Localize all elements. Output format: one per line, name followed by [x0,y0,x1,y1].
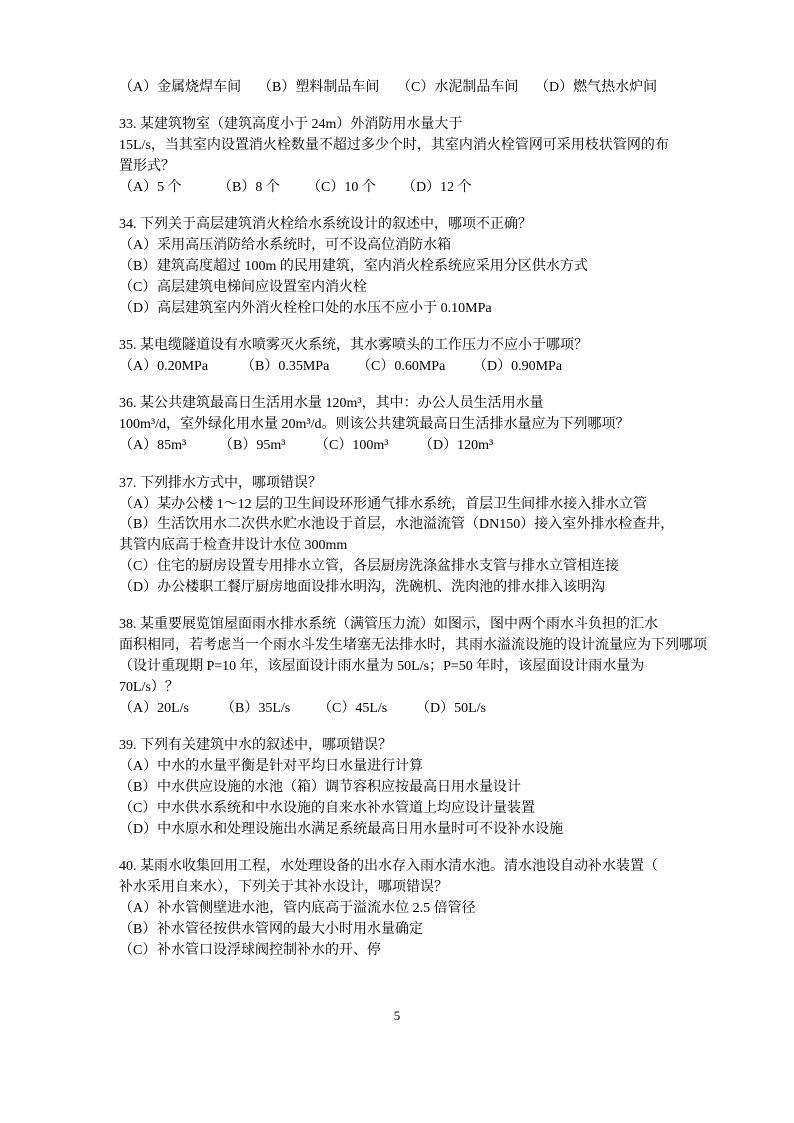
stem-text: 下列有关建筑中水的叙述中，哪项错误？ [140,738,392,754]
question-35 [119,336,707,378]
option-b: （B）8 个 [218,179,280,195]
stem-line: 面积相同，若考虑当一个雨水斗发生堵塞无法排水时，其雨水溢流设施的设计流量应为下列哪项 [119,638,707,654]
option-text: 补水管径按供水管网的最大小时用水量确定 [157,921,423,937]
option-label: （B） [119,517,157,533]
question-32-options [119,78,707,99]
option-b: （B）塑料制品车间 [258,79,380,95]
question-number: 36. [119,396,137,412]
stem-text: 下列排水方式中，哪项错误？ [140,475,322,491]
option-label: （A） [119,496,158,512]
option-b: （B）0.35MPa [241,358,330,374]
option-label: （A） [119,900,158,916]
option-continuation: 其管内底高于检查井设计水位 300mm [119,538,348,554]
option-a [119,899,707,920]
option-a [119,757,707,778]
option-label: （D） [119,821,158,837]
option-text: 住宅的厨房设置专用排水立管，各层厨房洗涤盆排水支管与排水立管相连接 [157,559,619,575]
option-text: 采用高压消防给水系统时，可不设高位消防水箱 [157,238,452,254]
question-36 [119,394,707,457]
stem-line [119,736,707,757]
option-label: （B） [119,258,157,274]
option-a: （A）85m³ [119,438,187,454]
option-label: （C） [119,800,157,816]
stem-line: 70L/s）？ [119,679,179,695]
option-text: 中水供水系统和中水设施的自来水补水管道上均应设计量装置 [157,800,535,816]
option-text: 高层建筑电梯间应设置室内消火栓 [157,279,367,295]
option-text: 办公楼职工餐厅厨房地面设排水明沟，洗碗机、洗肉池的排水排入该明沟 [157,579,606,595]
stem-line: （设计重现期 P=10 年，该屋面设计雨水量为 50L/s；P=50 年时，该屋面设计雨水量为 [119,659,645,675]
question-list [119,78,707,962]
question-39 [119,736,707,840]
option-d: （D）50L/s [416,700,486,716]
stem-line [119,474,707,495]
option-c [119,799,707,820]
option-b: （B）35L/s [221,700,291,716]
option-b: （B）95m³ [219,438,286,454]
option-d [119,299,707,320]
question-33 [119,115,707,198]
stem-text: 某电缆隧道设有水喷雾灭火系统，其水雾喷头的工作压力不应小于哪项？ [140,338,588,354]
option-row [119,78,707,99]
option-row [119,699,707,720]
stem-line [119,336,707,357]
option-b [119,257,707,278]
stem-text: 某雨水收集回用工程，水处理设备的出水存入雨水清水池。清水池设自动补水装置（ [140,859,658,875]
stem-line [119,615,707,636]
option-label: （D） [119,579,158,595]
stem-text: 某公共建筑最高日生活用水量 120m³，其中：办公人员生活用水量 [140,396,544,412]
option-c [119,941,707,962]
option-text: 中水的水量平衡是针对平均日水量进行计算 [157,759,424,775]
question-number: 38. [119,617,137,633]
question-number: 33. [119,117,137,133]
option-label: （C） [119,559,157,575]
option-text: 补水管口设浮球阀控制补水的开、停 [157,942,381,958]
option-label: （C） [119,279,157,295]
question-number: 37. [119,475,137,491]
option-text: 中水原水和处理设施出水满足系统最高日用水量时可不设补水设施 [157,821,564,837]
question-38 [119,615,707,719]
question-37 [119,474,707,599]
option-b [119,515,707,536]
option-text: 补水管侧壁进水池，管内底高于溢流水位 2.5 倍管径 [157,900,476,916]
option-d [119,578,707,599]
option-text: 建筑高度超过 100m 的民用建筑，室内消火栓系统应采用分区供水方式 [157,258,588,274]
option-text: 中水供应设施的水池（箱）调节容积应按最高日用水量设计 [157,780,521,796]
option-d: （D）120m³ [419,438,494,454]
question-number: 34. [119,217,137,233]
question-number: 35. [119,338,137,354]
option-label: （B） [119,780,157,796]
question-34 [119,215,707,319]
option-label: （D） [119,300,158,316]
option-b [119,778,707,799]
stem-text: 下列关于高层建筑消火栓给水系统设计的叙述中，哪项不正确？ [140,217,532,233]
option-d: （D）0.90MPa [473,358,563,374]
option-row [119,436,707,457]
option-b [119,920,707,941]
option-d: （D）12 个 [402,179,472,195]
option-label: （A） [119,238,158,254]
stem-text: 某建筑物室（建筑高度小于 24m）外消防用水量大于 [140,117,463,133]
option-c: （C）45L/s [318,700,388,716]
option-a: （A）5 个 [119,179,182,195]
option-c: （C）水泥制品车间 [397,79,519,95]
option-a [119,495,707,516]
stem-line: 15L/s，当其室内设置消火栓数量不超过多少个时，其室内消火栓管网可采用枝状管网的布 [119,137,669,153]
option-row [119,357,707,378]
stem-line: 补水采用自来水），下列关于其补水设计，哪项错误？ [119,880,448,896]
question-40 [119,857,707,961]
page-number: 5 [393,1008,401,1023]
question-number: 40. [119,859,137,875]
option-a [119,236,707,257]
stem-line [119,215,707,236]
stem-line [119,857,707,878]
option-text: 某办公楼 1～12 层的卫生间设环形通气排水系统，首层卫生间排水接入排水立管 [157,496,648,512]
option-c [119,557,707,578]
option-text: 高层建筑室内外消火栓栓口处的水压不应小于 0.10MPa [157,300,492,316]
stem-text: 某重要展览馆屋面雨水排水系统（满管压力流）如图示，图中两个雨水斗负担的汇水 [140,617,658,633]
option-a: （A）20L/s [119,700,189,716]
stem-line [119,115,707,136]
option-d: （D）燃气热水炉间 [535,79,658,95]
option-label: （A） [119,759,158,775]
option-c: （C）100m³ [315,438,389,454]
option-c [119,278,707,299]
option-d [119,820,707,841]
option-c: （C）10 个 [307,179,376,195]
stem-line: 100m³/d，室外绿化用水量 20m³/d。则该公共建筑最高日生活排水量应为下列哪项？ [119,417,630,433]
stem-line [119,394,707,415]
option-row [119,178,707,199]
option-c: （C）0.60MPa [357,358,446,374]
question-number: 39. [119,738,137,754]
option-label: （B） [119,921,157,937]
option-label: （C） [119,942,157,958]
option-a: （A）0.20MPa [119,358,209,374]
stem-line: 置形式？ [119,158,175,174]
option-a: （A）金属烧焊车间 [119,79,242,95]
option-text: 生活饮用水二次供水贮水池设于首层，水池溢流管（DN150）接入室外排水检查井， [157,517,675,533]
